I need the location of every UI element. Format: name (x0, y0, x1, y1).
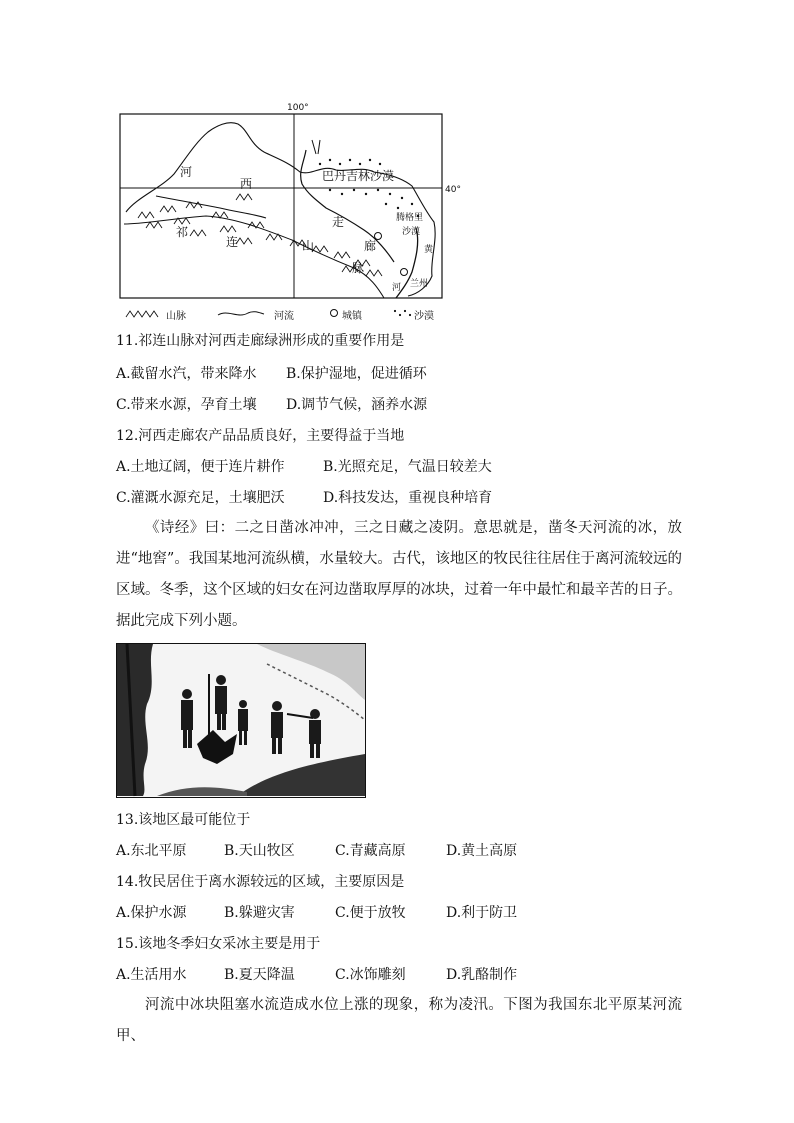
q11-option-a: A.截留水汽，带来降水 (116, 366, 257, 382)
q14-option-c: C.便于放牧 (335, 905, 406, 921)
river-heihe (301, 150, 394, 262)
map-legend (116, 305, 446, 321)
legend-river: 河流 (274, 311, 294, 322)
q14-option-d: D.利于防卫 (446, 905, 518, 921)
q11-option-c: C.带来水源，孕育土壤 (116, 397, 257, 413)
q13-option-c: C.青藏高原 (335, 843, 406, 859)
legend-desert-symbol (392, 307, 412, 319)
q12-option-c: C.灌溉水源充足，土壤肥沃 (116, 490, 285, 506)
legend-mountain: 山脉 (166, 311, 186, 322)
longitude-label: 100° (287, 103, 309, 113)
q13-option-b: B.天山牧区 (224, 843, 295, 859)
label-lang: 廊 (364, 239, 377, 253)
legend-river-symbol (216, 307, 266, 319)
label-mai: 脉 (352, 261, 365, 275)
boundary-line (126, 123, 435, 296)
label-he-river: 河 (392, 283, 402, 293)
latitude-label: 40° (445, 185, 461, 195)
q13-option-d: D.黄土高原 (446, 843, 518, 859)
lanzhou-marker (401, 269, 408, 276)
q15-option-b: B.夏天降温 (224, 967, 295, 983)
q11-option-b: B.保护湿地，促进循环 (286, 366, 427, 382)
q12-option-b: B.光照充足，气温日较差大 (323, 459, 492, 475)
question-15-stem: 15.该地冬季妇女采冰主要是用于 (116, 936, 321, 952)
legend-mountain-symbol (124, 307, 164, 319)
q15-option-d: D.乳酪制作 (446, 967, 518, 983)
passage-shijing: 《诗经》曰：二之日凿冰冲冲，三之日藏之凌阴。意思就是，凿冬天河流的冰，放进“地窖”。我国某地河流纵横，水量较大。古代，该地区的牧民往往居住于离河流较远的区域。冬季，这个区域的妇女在河边凿取厚厚的冰块，过着一年中最忙和最辛苦的日子。据此完成下列小题。 (116, 520, 682, 629)
map-frame (120, 114, 442, 298)
q15-option-c: C.冰饰雕刻 (335, 967, 406, 983)
label-xi: 西 (240, 177, 253, 191)
river-mouth-marks (312, 140, 320, 154)
label-qi: 祁 (176, 225, 189, 239)
q11-option-d: D.调节气候，涵养水源 (286, 397, 428, 413)
q12-option-d: D.科技发达，重视良种培育 (323, 490, 493, 506)
mountain-symbols (138, 194, 382, 276)
label-he: 河 (180, 165, 193, 179)
question-11-stem: 11.祁连山脉对河西走廊绿洲形成的重要作用是 (116, 333, 405, 349)
q15-option-a: A.生活用水 (116, 967, 187, 983)
legend-desert: 沙漠 (414, 311, 434, 322)
map-figure (116, 100, 461, 305)
question-13-stem: 13.该地区最可能位于 (116, 812, 251, 828)
question-12-stem: 12.河西走廊农产品品质良好，主要得益于当地 (116, 428, 405, 444)
label-badain-jaran: 巴丹吉林沙漠 (322, 169, 395, 183)
q12-option-a: A.土地辽阔，便于连片耕作 (116, 459, 285, 475)
q14-option-a: A.保护水源 (116, 905, 187, 921)
q13-option-a: A.东北平原 (116, 843, 187, 859)
ice-cutting-drawing (117, 644, 365, 796)
boundary-line-south (124, 216, 384, 298)
label-tengger-1: 腾格里 (396, 213, 424, 223)
label-shan: 山 (302, 239, 315, 253)
final-paragraph: 河流中冰块阻塞水流造成水位上涨的现象，称为凌汛。下图为我国东北平原某河流甲、 (116, 997, 682, 1044)
label-lian: 连 (226, 235, 239, 249)
label-zou: 走 (332, 215, 345, 229)
question-14-stem: 14.牧民居住于离水源较远的区域，主要原因是 (116, 874, 405, 890)
ice-cutting-illustration (116, 643, 366, 798)
label-tengger-2: 沙漠 (402, 227, 421, 237)
hexi-corridor-map (116, 100, 461, 325)
q14-option-b: B.躲避灾害 (224, 905, 295, 921)
label-huang: 黄 (424, 245, 434, 255)
legend-town: 城镇 (342, 311, 362, 322)
legend-town-symbol (328, 307, 340, 319)
label-lanzhou: 兰州 (410, 279, 429, 289)
